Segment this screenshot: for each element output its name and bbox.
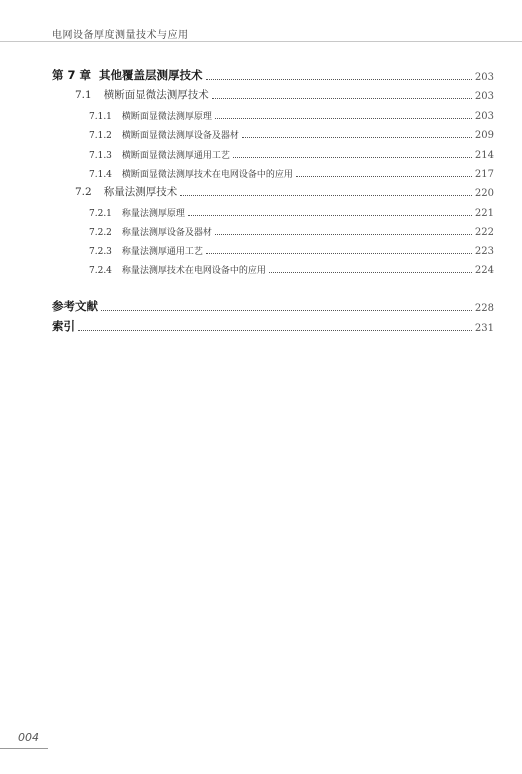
subsection-title: 称量法测厚原理 [121,209,185,219]
page-number: 221 [474,208,494,219]
book-title: 电网设备厚度测量技术与应用 [52,30,189,41]
subsection-number: 7.2.3 [89,247,112,257]
toc-entry-label [89,206,185,219]
toc-entry-7-2[interactable] [75,183,494,199]
page-number: 203 [474,72,494,83]
dot-leader [206,79,472,80]
toc-entry-7-2-4[interactable] [89,260,494,276]
toc-entry-index[interactable] [52,318,494,334]
subsection-title: 称量法测厚技术在电网设备中的应用 [121,266,266,276]
section-number: 7.2 [75,186,92,198]
toc-entry-7-2-1[interactable] [89,203,494,219]
subsection-number: 7.1.4 [89,170,112,180]
toc-entry-label [89,263,266,276]
dot-leader [215,234,472,235]
chapter-number: 第 7 章 [52,68,92,82]
running-header [0,0,522,42]
section-number: 7.1 [75,89,92,101]
dot-leader [233,157,472,158]
page-number: 220 [474,188,494,199]
subsection-title: 横断面显微法测厚技术在电网设备中的应用 [121,170,293,180]
index-title: 索引 [52,319,75,333]
dot-leader [296,176,472,177]
toc-entry-label [89,225,212,238]
toc-entry-chapter-7[interactable] [52,67,494,83]
toc-entry-7-1[interactable] [75,86,494,102]
toc-entry-label [89,128,239,141]
dot-leader [206,253,472,254]
subsection-title: 横断面显微法测厚原理 [121,112,212,122]
subsection-number: 7.2.1 [89,209,112,219]
page-number: 228 [474,303,494,314]
dot-leader [269,272,472,273]
page-number: 222 [474,227,494,238]
dot-leader [180,195,472,196]
toc-entry-references[interactable] [52,298,494,314]
toc-entry-7-2-3[interactable] [89,241,494,257]
dot-leader [242,137,472,138]
toc-entry-label [75,87,209,102]
page-number: 209 [474,130,494,141]
toc-entry-7-1-4[interactable] [89,164,494,180]
page-number: 217 [474,169,494,180]
section-title: 称量法测厚技术 [103,186,178,198]
toc-entry-label [89,109,212,122]
dot-leader [101,310,472,311]
toc-entry-7-2-2[interactable] [89,222,494,238]
toc-entry-label [52,67,203,83]
subsection-title: 称量法测厚通用工艺 [121,247,203,257]
subsection-number: 7.2.2 [89,228,112,238]
section-title: 横断面显微法测厚技术 [103,89,209,101]
references-title: 参考文献 [52,299,98,313]
toc-entry-7-1-1[interactable] [89,106,494,122]
footer-rule [0,748,48,749]
page-number: 214 [474,150,494,161]
dot-leader [78,330,472,331]
toc-entry-label [75,184,177,199]
dot-leader [212,98,472,99]
page-number: 224 [474,265,494,276]
toc-entry-7-1-2[interactable] [89,125,494,141]
subsection-title: 称量法测厚设备及器材 [121,228,212,238]
folio-page-number: 004 [18,731,39,744]
subsection-number: 7.1.3 [89,151,112,161]
subsection-number: 7.1.2 [89,131,112,141]
page-number: 231 [474,323,494,334]
dot-leader [215,118,472,119]
subsection-title: 横断面显微法测厚通用工艺 [121,151,230,161]
toc-entry-label [89,244,203,257]
chapter-title: 其他覆盖层测厚技术 [99,68,203,82]
page-number: 223 [474,246,494,257]
subsection-title: 横断面显微法测厚设备及器材 [121,131,239,141]
page-number: 203 [474,111,494,122]
toc-entry-label [89,167,293,180]
page-number: 203 [474,91,494,102]
subsection-number: 7.1.1 [89,112,112,122]
subsection-number: 7.2.4 [89,266,112,276]
dot-leader [188,215,472,216]
toc-entry-label [89,148,230,161]
toc-entry-7-1-3[interactable] [89,145,494,161]
